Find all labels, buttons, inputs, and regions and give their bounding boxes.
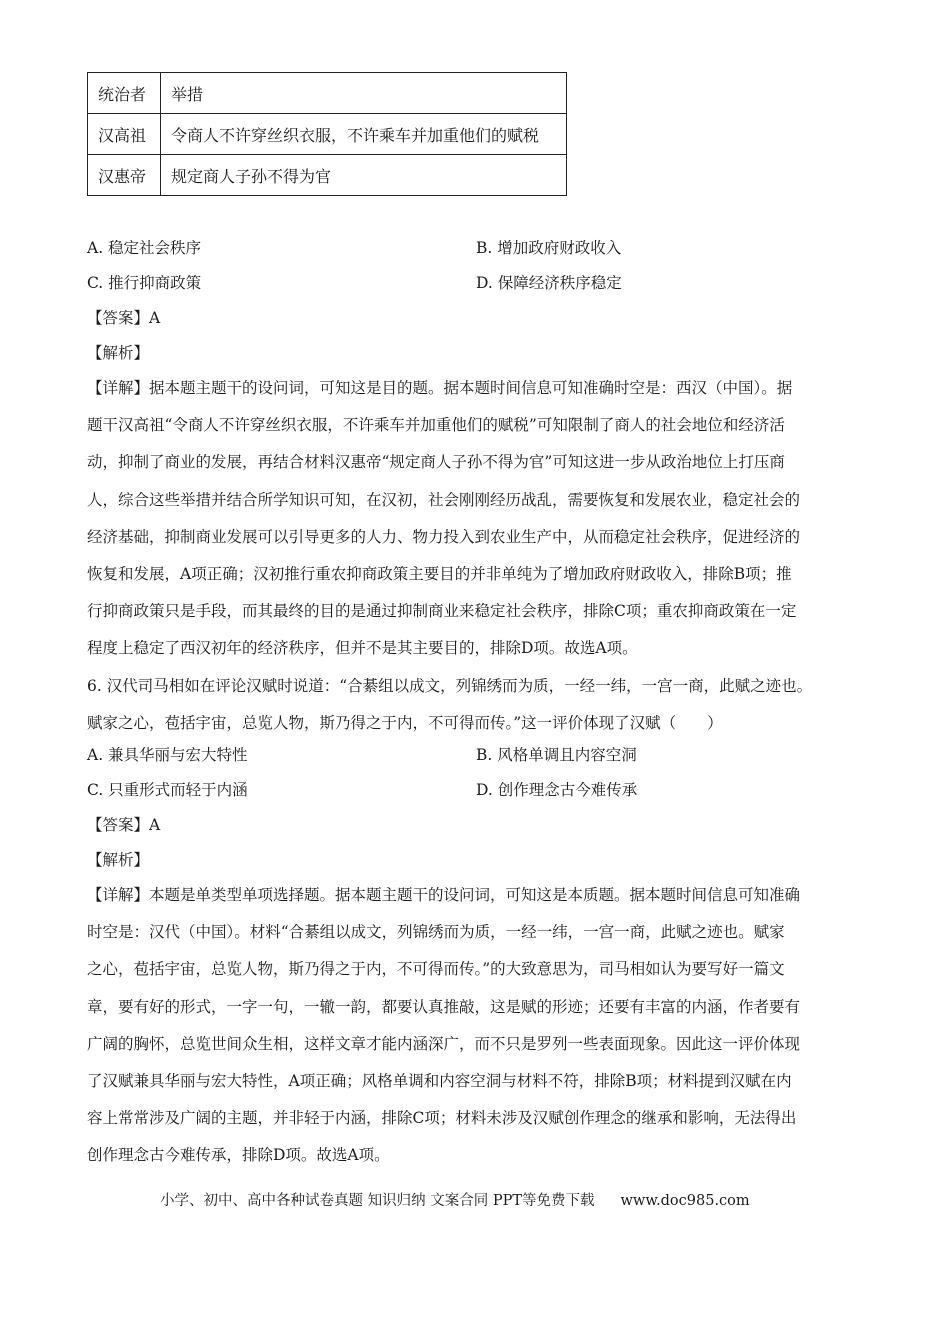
- q6-detail-line: 之心，苞括宇宙，总览人物，斯乃得之于内，不可得而传。”的大致意思为，司马相如认为要写好一篇文: [87, 960, 785, 979]
- q6-detail-line: 了汉赋兼具华丽与宏大特性，A项正确；风格单调和内容空洞与材料不符，排除B项；材料提到汉赋在内: [87, 1072, 792, 1091]
- q6-detail-line: 【详解】本题是单类型单项选择题。据本题主题干的设问词，可知这是本质题。据本题时间信息可知准确: [87, 886, 801, 904]
- q6-detail-line: 广阔的胸怀，总览世间众生相，这样文章才能内涵深广，而不只是罗列一些表面现象。因此这一评价体现: [87, 1034, 801, 1053]
- q6-option-b: B. 风格单调且内容空洞: [476, 746, 637, 764]
- q5-detail-line: 经济基础，抑制商业发展可以引导更多的人力、物力投入到农业生产中，从而稳定社会秩序，促进经济的: [87, 527, 801, 546]
- footer-url[interactable]: www.doc985.com: [620, 1193, 750, 1209]
- q6-detail-line: 章，要有好的形式，一字一句，一辙一韵，都要认真推敲，这是赋的形迹；还要有丰富的内涵，作者要有: [87, 997, 801, 1016]
- q6-stem-line: 赋家之心，苞括宇宙，总览人物，斯乃得之于内，不可得而传。”这一评价体现了汉赋（ ）: [87, 714, 723, 733]
- table-header-cell: 举措: [161, 73, 567, 114]
- q5-detail-line: 【详解】据本题主题干的设问词，可知这是目的题。据本题时间信息可知准确时空是：西汉（中国）。据: [87, 379, 793, 397]
- measures-table: [87, 72, 567, 196]
- table-cell: 令商人不许穿丝织衣服，不许乘车并加重他们的赋税: [161, 114, 567, 155]
- q6-detail-line: 时空是：汉代（中国）。材料“合綦组以成文，列锦绣而为质，一经一纬，一宫一商，此赋之迹也。赋家: [87, 923, 785, 942]
- q5-detail-line: 行抑商政策只是手段，而其最终的目的是通过抑制商业来稳定社会秩序，排除C项；重农抑商政策在一定: [87, 602, 797, 621]
- table-cell: 汉惠帝: [88, 155, 161, 196]
- q5-detail-line: 人，综合这些举措并结合所学知识可知，在汉初，社会刚刚经历战乱，需要恢复和发展农业，稳定社会的: [87, 490, 801, 509]
- table-header-row: [88, 73, 567, 114]
- table-cell: 规定商人子孙不得为官: [161, 155, 567, 196]
- table-row: [88, 155, 567, 196]
- page-footer: [160, 1190, 750, 1212]
- q5-option-b: B. 增加政府财政收入: [476, 239, 622, 257]
- q5-detail: [87, 370, 867, 668]
- q5-detail-line: 动，抑制了商业的发展，再结合材料汉惠帝“规定商人子孙不得为官”可知这进一步从政治地位上打压商: [87, 453, 785, 472]
- table-header-cell: 统治者: [88, 73, 161, 114]
- q6-stem: [87, 668, 867, 742]
- q6-option-d: D. 创作理念古今难传承: [476, 781, 638, 799]
- q6-detail-line: 创作理念古今难传承，排除D项。故选A项。: [87, 1146, 390, 1165]
- table-row: [88, 114, 567, 155]
- q6-analysis-label: 【解析】: [87, 851, 150, 869]
- q6-detail-line: 容上常常涉及广阔的主题，并非轻于内涵，排除C项；材料未涉及汉赋创作理念的继承和影响，无法得出: [87, 1109, 797, 1128]
- q5-option-c: C. 推行抑商政策: [87, 274, 202, 292]
- q6-answer: 【答案】A: [87, 816, 161, 834]
- q5-answer: 【答案】A: [87, 309, 161, 327]
- q5-detail-line: 程度上稳定了西汉初年的经济秩序，但并不是其主要目的，排除D项。故选A项。: [87, 639, 638, 658]
- q5-option-d: D. 保障经济秩序稳定: [476, 274, 622, 292]
- q6-option-c: C. 只重形式而轻于内涵: [87, 781, 248, 799]
- q5-detail-line: 题干汉高祖“令商人不许穿丝织衣服，不许乘车并加重他们的赋税”可知限制了商人的社会地位和经济活: [87, 416, 785, 435]
- q5-option-a: A. 稳定社会秩序: [87, 239, 202, 257]
- q6-detail: [87, 877, 867, 1175]
- q6-stem-line: 6. 汉代司马相如在评论汉赋时说道：“合綦组以成文，列锦绣而为质，一经一纬，一宫一商，此赋之迹也。: [87, 677, 813, 695]
- q6-option-a: A. 兼具华丽与宏大特性: [87, 746, 248, 764]
- q5-detail-line: 恢复和发展，A项正确；汉初推行重农抑商政策主要目的并非单纯为了增加政府财政收入，排除B项；推: [87, 565, 792, 584]
- q5-analysis-label: 【解析】: [87, 344, 150, 362]
- footer-text: 小学、初中、高中各种试卷真题 知识归纳 文案合同 PPT等免费下载: [160, 1193, 595, 1209]
- table-cell: 汉高祖: [88, 114, 161, 155]
